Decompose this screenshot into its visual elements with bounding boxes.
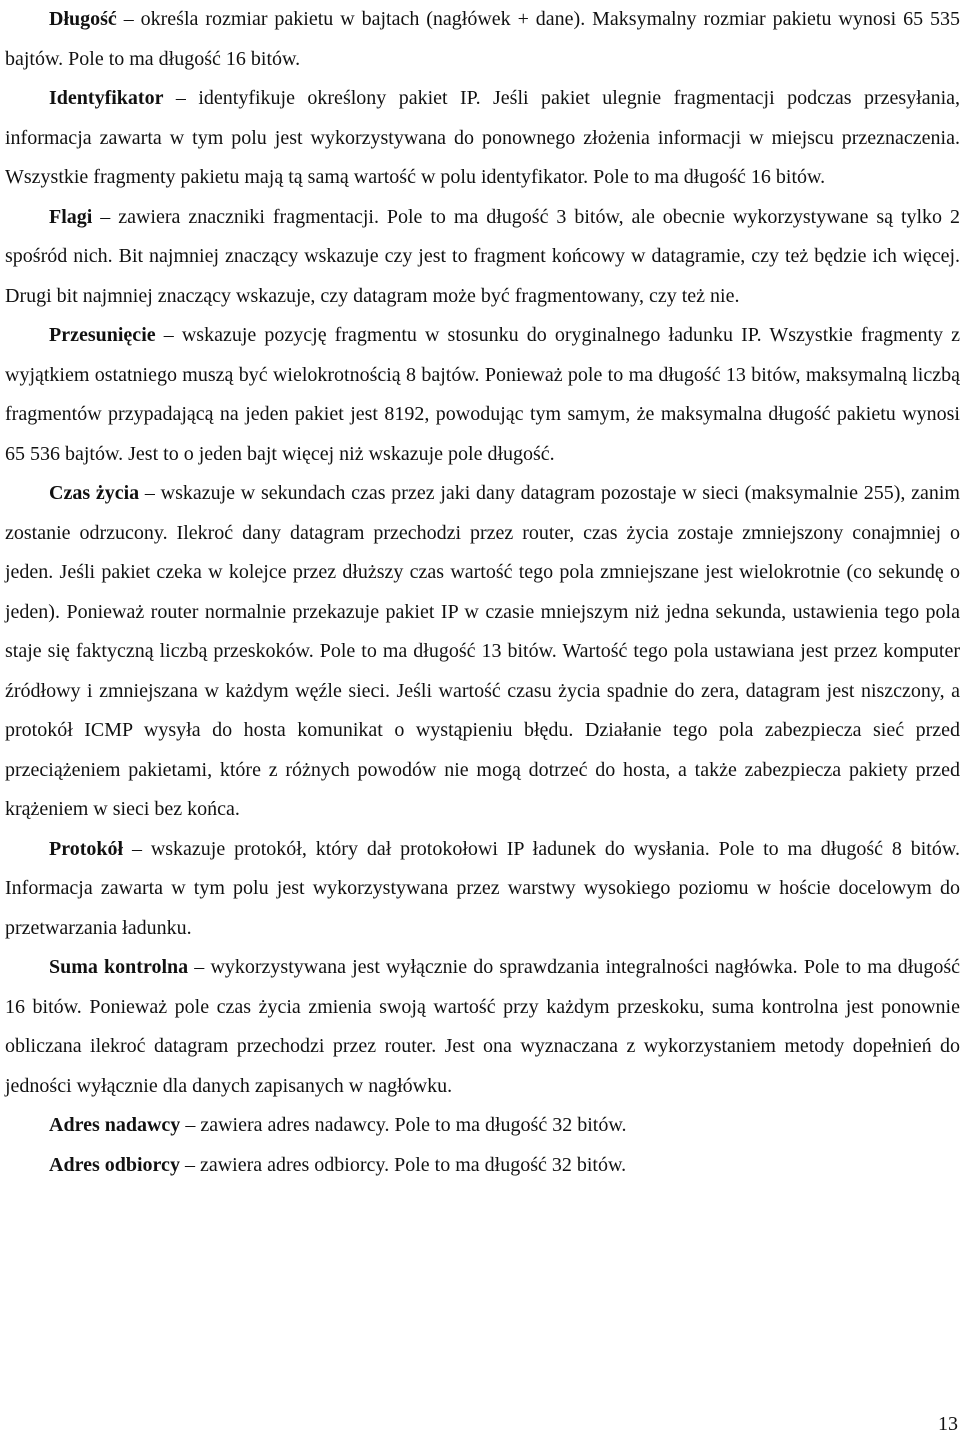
paragraph-przesuniecie (5, 316, 960, 474)
term-przesuniecie: Przesunięcie (49, 324, 156, 346)
separator: – (92, 205, 119, 228)
term-dlugosc: Długość (49, 8, 117, 30)
term-suma-kontrolna: Suma kontrolna (49, 956, 189, 978)
definition-protokol: wskazuje protokół, który dał protokołowi IP ładunek do wysłania. Pole to ma długość 8 bitów. Informacja zawarta w tym polu jest wykorzystywana przez warstwy wysokiego poziomu w hoście docelowym do przetwarzania ładunku. (5, 837, 960, 939)
definition-adres-odbiorcy: zawiera adres odbiorcy. Pole to ma długość 32 bitów. (199, 1153, 627, 1176)
paragraph-suma-kontrolna (5, 948, 960, 1106)
paragraph-identyfikator (5, 79, 960, 198)
page-number: 13 (938, 1413, 958, 1435)
term-protokol: Protokół (49, 837, 124, 860)
term-flagi: Flagi (49, 205, 93, 228)
definition-przesuniecie: wskazuje pozycję fragmentu w stosunku do oryginalnego ładunku IP. Wszystkie fragmenty z wyjątkiem ostatniego muszą być wielokrotnością 8 bajtów. Ponieważ pole to ma długość 13 bitów, maksymalną liczbą fragmentów przypadającą na jeden pakiet jest 8192, powodując tym samym, że maksymalna długość pakietu wynosi 65 536 bajtów. Jest to o jeden bajt więcej niż wskazuje pole długość. (5, 324, 960, 465)
separator: – (116, 8, 141, 30)
document-page (5, 0, 960, 1185)
paragraph-flagi (5, 198, 960, 317)
separator: – (123, 837, 151, 860)
separator: – (139, 482, 161, 504)
paragraph-czas-zycia (5, 474, 960, 830)
paragraph-adres-odbiorcy (5, 1146, 960, 1186)
term-identyfikator: Identyfikator (49, 87, 164, 109)
definition-flagi: zawiera znaczniki fragmentacji. Pole to ma długość 3 bitów, ale obecnie wykorzystywane są tylko 2 spośród nich. Bit najmniej znaczący wskazuje czy jest to fragment końcowy w datagramie, czy też będzie ich więcej. Drugi bit najmniej znaczący wskazuje, czy datagram może być fragmentowany, czy też nie. (5, 205, 960, 307)
term-adres-nadawcy: Adres nadawcy (49, 1114, 181, 1136)
separator: – (188, 956, 211, 978)
definition-czas-zycia: wskazuje w sekundach czas przez jaki dany datagram pozostaje w sieci (maksymalnie 255), zanim zostanie odrzucony. Ilekroć dany datagram przechodzi przez router, czas życia zostaje zmniejszony conajmniej o jeden. Jeśli pakiet czeka w kolejce przez dłuższy czas wartość tego pola zmniejszane jest wielokrotnie (co sekundę o jeden). Ponieważ router normalnie przekazuje pakiet IP w czasie mniejszym niż jedna sekunda, ustawienia tego pola staje się faktyczną liczbą przeskoków. Pole to ma długość 13 bitów. Wartość tego pola ustawiana jest przez komputer źródłowy i zmniejszana w każdym węźle sieci. Jeśli wartość czasu życia spadnie do zera, datagram jest niszczony, a protokół ICMP wysyła do hosta komunikat o wystąpieniu błędu. Działanie tego pola zabezpiecza sieć przed przeciążeniem pakietami, które z różnych powodów nie mogą dotrzeć do hosta, a także zabezpiecza pakiety przed krążeniem w sieci bez końca. (5, 482, 960, 820)
definition-dlugosc: określa rozmiar pakietu w bajtach (nagłówek + dane). Maksymalny rozmiar pakietu wynosi 65 535 bajtów. Pole to ma długość 16 bitów. (5, 8, 960, 70)
paragraph-adres-nadawcy (5, 1106, 960, 1146)
paragraph-protokol (5, 830, 960, 949)
paragraph-dlugosc (5, 0, 960, 79)
separator: – (163, 87, 199, 109)
separator: – (180, 1114, 201, 1136)
term-czas-zycia: Czas życia (49, 482, 140, 504)
term-adres-odbiorcy: Adres odbiorcy (49, 1153, 180, 1176)
separator: – (155, 324, 182, 346)
definition-adres-nadawcy: zawiera adres nadawcy. Pole to ma długość 32 bitów. (200, 1114, 627, 1136)
definition-suma-kontrolna: wykorzystywana jest wyłącznie do sprawdzania integralności nagłówka. Pole to ma długość 16 bitów. Ponieważ pole czas życia zmienia swoją wartość przy każdym przeskoku, suma kontrolna jest ponownie obliczana ilekroć datagram przechodzi przez router. Jest ona wyznaczana z wykorzystaniem metody dopełnień do jedności wyłącznie dla danych zapisanych w nagłówku. (5, 956, 960, 1097)
definition-identyfikator: identyfikuje określony pakiet IP. Jeśli pakiet ulegnie fragmentacji podczas przesyłania, informacja zawarta w tym polu jest wykorzystywana do ponownego złożenia informacji w miejscu przeznaczenia. Wszystkie fragmenty pakietu mają tą samą wartość w polu identyfikator. Pole to ma długość 16 bitów. (5, 87, 960, 188)
separator: – (179, 1153, 200, 1176)
